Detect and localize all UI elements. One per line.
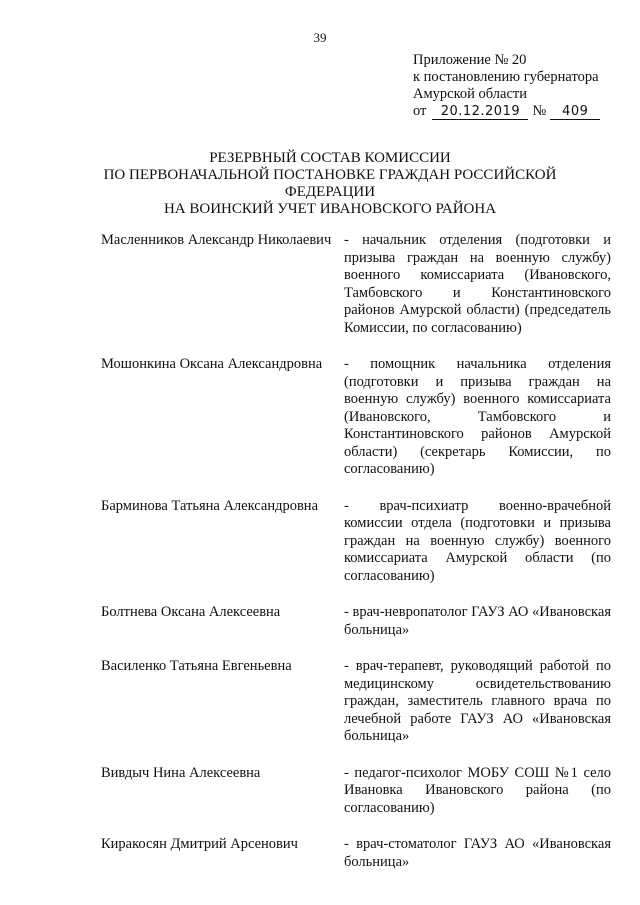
members-list <box>101 232 611 871</box>
member-name: Василенко Татьяна Евгеньевна <box>101 658 292 674</box>
member-row <box>101 658 611 746</box>
appendix-date-line <box>413 103 600 120</box>
title-line-2: ПО ПЕРВОНАЧАЛЬНОЙ ПОСТАНОВКЕ ГРАЖДАН РОССИЙСКОЙ ФЕДЕРАЦИИ <box>103 167 557 200</box>
date-prefix: от <box>413 103 427 119</box>
member-row <box>101 356 611 479</box>
member-row <box>101 232 611 337</box>
page-number: 39 <box>313 30 327 45</box>
member-role: - врач-невропатолог ГАУЗ АО «Ивановская больница» <box>344 604 611 638</box>
appendix-header <box>413 52 600 120</box>
member-name: Болтнева Оксана Алексеевна <box>101 604 281 620</box>
member-name: Киракосян Дмитрий Арсенович <box>101 836 298 852</box>
handwritten-number: 409 <box>550 105 600 120</box>
member-row <box>101 836 611 871</box>
member-name: Вивдыч Нина Алексеевна <box>101 764 261 781</box>
document-title <box>60 150 600 218</box>
member-role: - врач-психиатр военно-врачебной комиссии отдела (подготовки и призыва граждан на военную службу) военного комиссариата Амурской области (по согласованию) <box>344 497 611 584</box>
member-role: - начальник отделения (подготовки и призыва граждан на военную службу) военного комиссариата (Ивановского, Тамбовского и Константиновского районов Амурской области) (председатель Комиссии, по согласованию) <box>344 232 611 336</box>
title-line-3: НА ВОИНСКИЙ УЧЕТ ИВАНОВСКОГО РАЙОНА <box>163 201 497 217</box>
appendix-region: Амурской области <box>413 86 527 102</box>
member-row <box>101 604 611 639</box>
handwritten-date: 20.12.2019 <box>432 105 528 120</box>
member-name: Масленников Александр Николаевич <box>101 232 332 248</box>
title-line-1: РЕЗЕРВНЫЙ СОСТАВ КОМИССИИ <box>209 150 451 166</box>
member-role: - педагог-психолог МОБУ СОШ №1 село Ивановка Ивановского района (по согласованию) <box>344 764 611 816</box>
member-role: - помощник начальника отделения (подготовки и призыва граждан на военную службу) военного комиссариата (Ивановского, Тамбовского и Константиновского районов Амурской области) (секретарь Комиссии, по согласованию) <box>344 356 611 477</box>
member-name: Мошонкина Оксана Александровна <box>101 356 323 372</box>
member-role: - врач-стоматолог ГАУЗ АО «Ивановская больница» <box>344 836 611 870</box>
member-role: - врач-терапевт, руководящий работой по медицинскому освидетельствованию граждан, заместитель главного врача по лечебной работе ГАУЗ АО «Ивановская больница» <box>344 658 611 744</box>
number-label: № <box>532 103 547 119</box>
member-name: Барминова Татьяна Александровна <box>101 497 319 514</box>
appendix-decree: к постановлению губернатора <box>413 69 599 85</box>
appendix-title: Приложение № 20 <box>413 52 527 68</box>
member-row <box>101 498 611 586</box>
member-row <box>101 765 611 818</box>
